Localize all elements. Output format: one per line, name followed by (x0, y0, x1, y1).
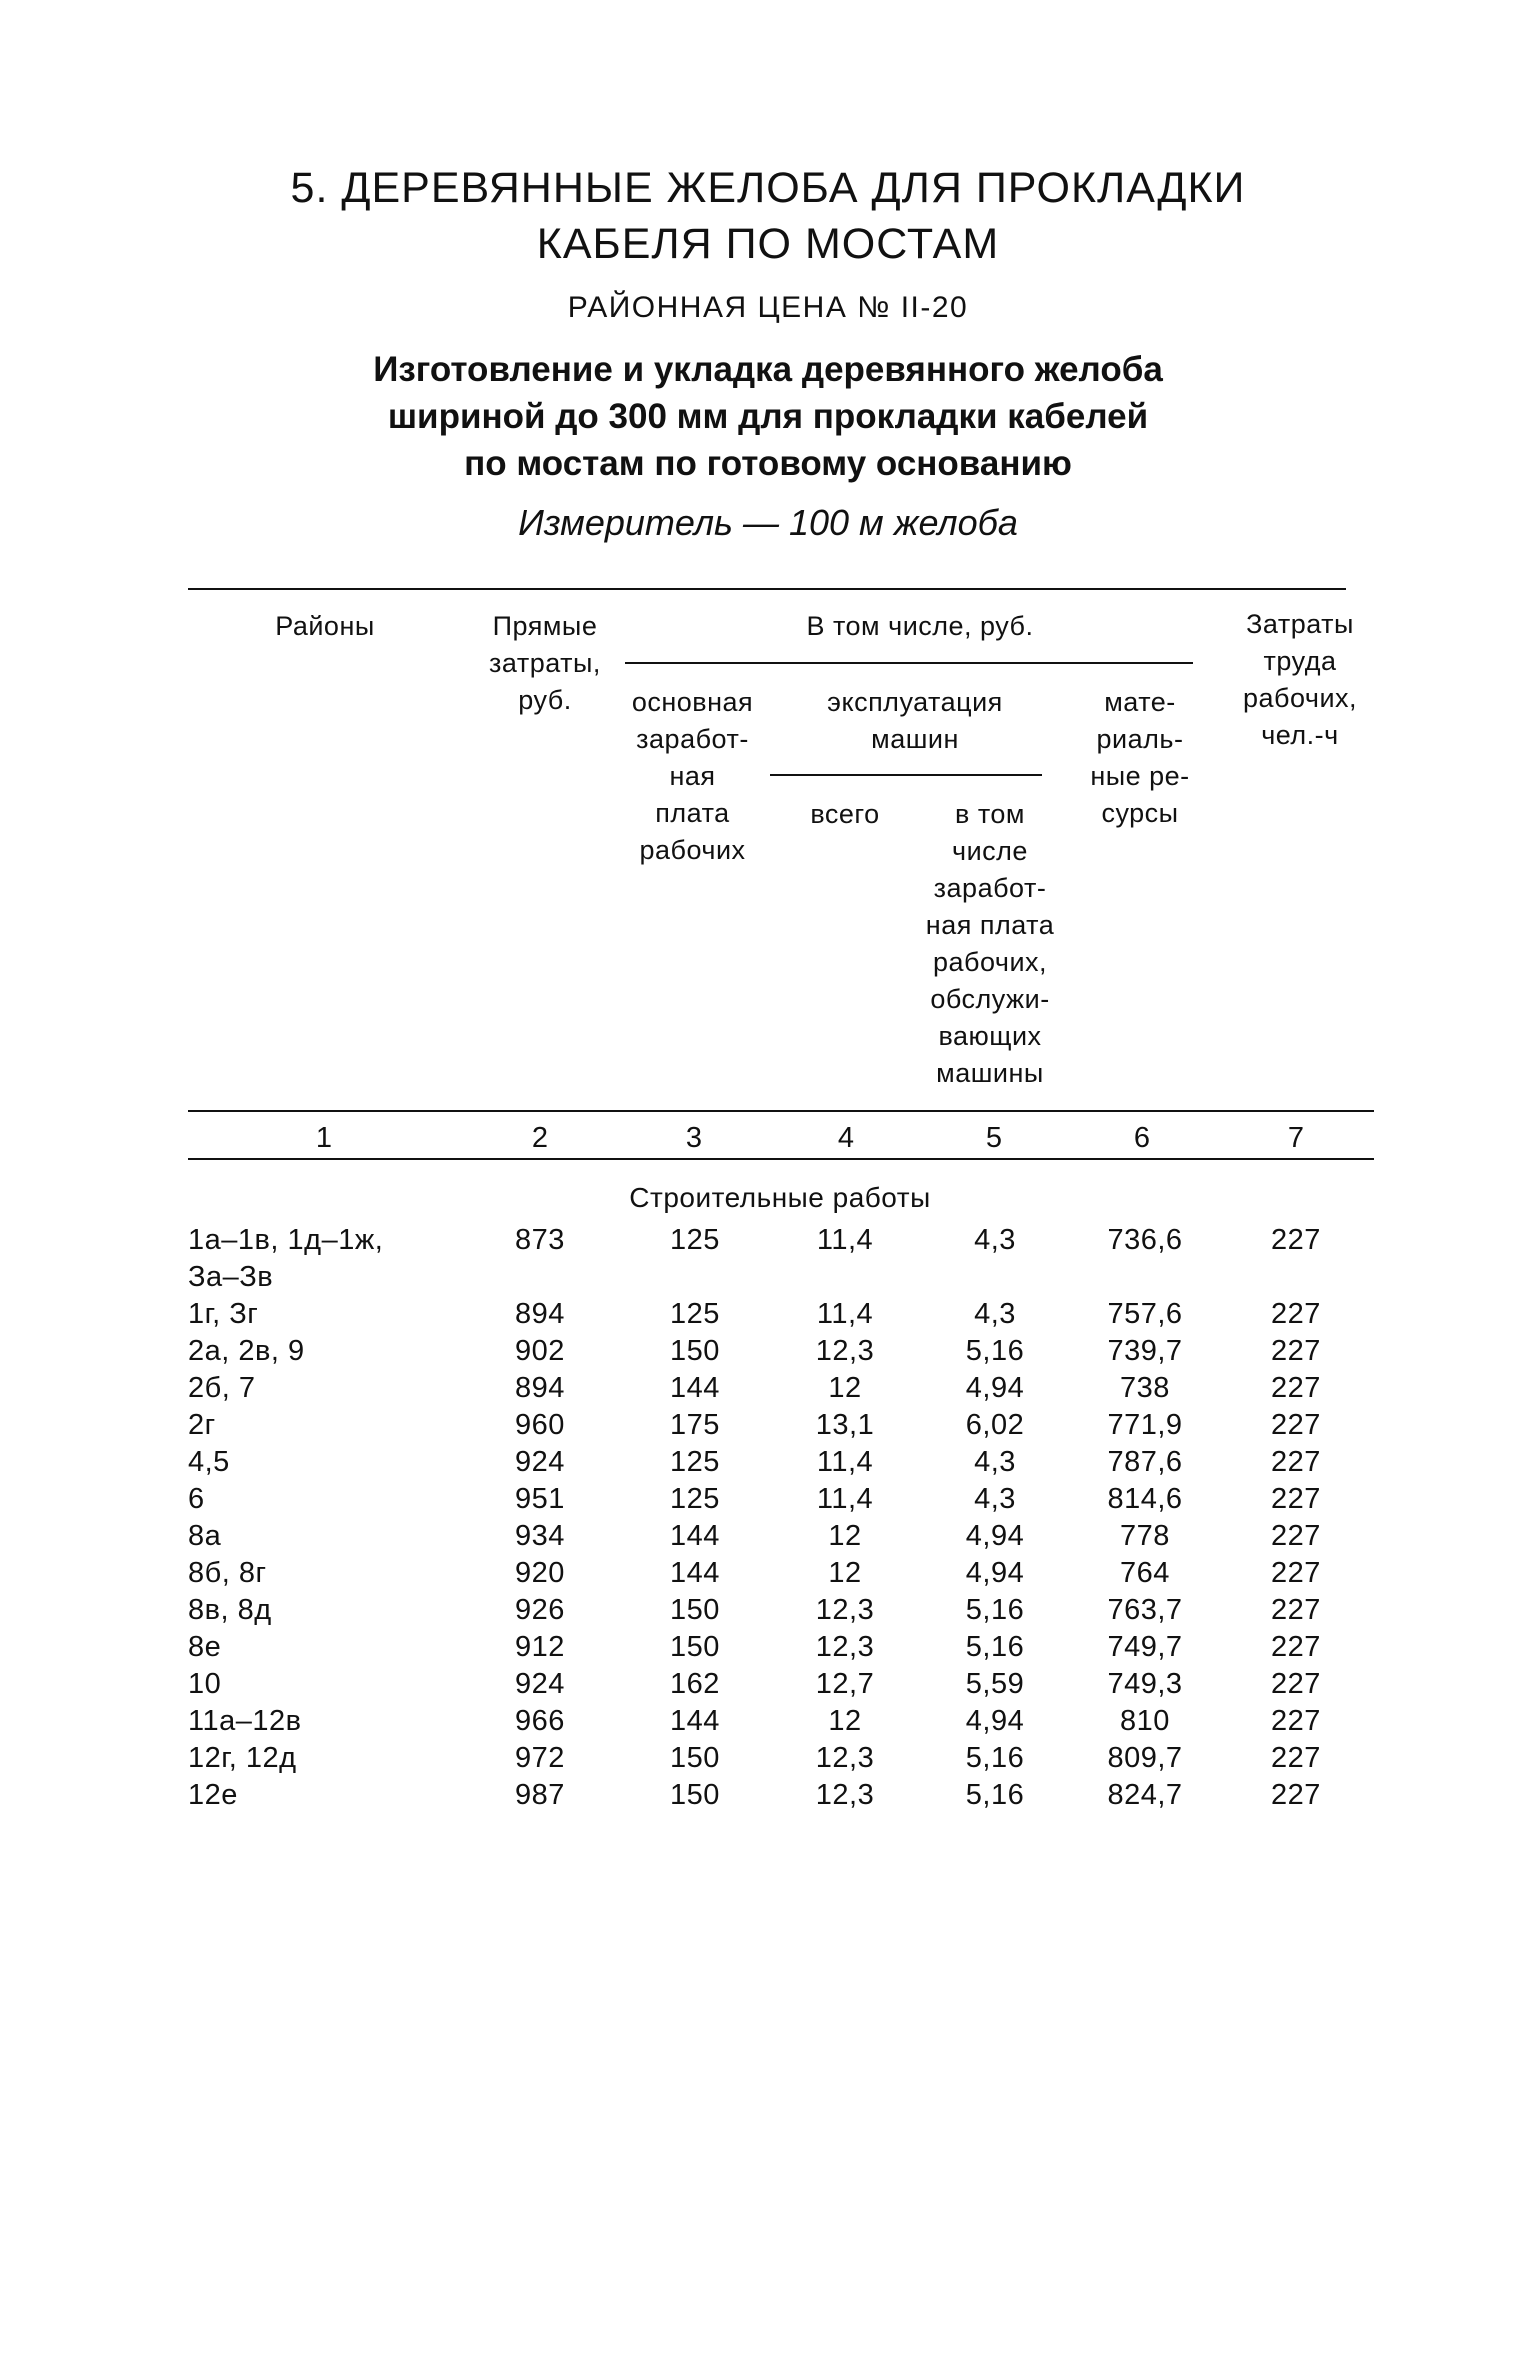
cell-region: 12е (188, 1779, 238, 1811)
cell-mach-wages: 5,16 (965, 1594, 1025, 1626)
cell-wages: 144 (670, 1705, 720, 1737)
cell-mach-total: 12,3 (815, 1335, 875, 1367)
table-row (0, 1555, 1536, 1592)
title-line-1: 5. ДЕРЕВЯННЫЕ ЖЕЛОБА ДЛЯ ПРОКЛАДКИ (290, 164, 1246, 212)
cell-direct: 966 (515, 1705, 565, 1737)
cell-direct: 987 (515, 1779, 565, 1811)
cell-direct: 920 (515, 1557, 565, 1589)
header-wages: основная заработ- ная плата рабочих (631, 687, 754, 865)
cell-wages: 125 (670, 1298, 720, 1330)
cell-labor: 227 (1271, 1409, 1321, 1441)
cell-materials: 763,7 (1107, 1594, 1183, 1626)
cell-wages: 125 (670, 1224, 720, 1256)
cell-materials: 739,7 (1107, 1335, 1183, 1367)
table-row (0, 1222, 1536, 1293)
cell-mach-total: 11,4 (816, 1224, 874, 1256)
cell-wages: 150 (670, 1335, 720, 1367)
header-direct-costs: Прямые затраты, руб. (489, 611, 601, 715)
cell-direct: 960 (515, 1409, 565, 1441)
cell-region: 1а–1в, 1д–1ж, За–Зв (188, 1224, 384, 1293)
cell-wages: 175 (670, 1409, 720, 1441)
cell-region: 11а–12в (188, 1705, 302, 1737)
header-including: В том числе, руб. (806, 611, 1034, 641)
cell-materials: 738 (1120, 1372, 1170, 1404)
column-number-2: 2 (531, 1122, 549, 1154)
cell-direct: 951 (515, 1483, 565, 1515)
cell-mach-wages: 4,94 (965, 1372, 1025, 1404)
column-numbers-rule (188, 1158, 1374, 1160)
table-row (0, 1444, 1536, 1481)
cell-wages: 125 (670, 1483, 720, 1515)
column-number-1: 1 (315, 1122, 333, 1154)
cell-wages: 144 (670, 1372, 720, 1404)
cell-region: 1г, Зг (188, 1298, 259, 1330)
table-row (0, 1518, 1536, 1555)
cell-mach-total: 12,3 (815, 1779, 875, 1811)
cell-wages: 150 (670, 1742, 720, 1774)
header-rule-machines (770, 774, 1042, 776)
cell-materials: 749,3 (1107, 1668, 1183, 1700)
cell-region: 2а, 2в, 9 (188, 1335, 305, 1367)
description-line-3: по мостам по готовому основанию (464, 444, 1072, 483)
cell-direct: 902 (515, 1335, 565, 1367)
cell-mach-wages: 4,94 (965, 1705, 1025, 1737)
cell-wages: 150 (670, 1779, 720, 1811)
cell-labor: 227 (1271, 1335, 1321, 1367)
cell-mach-wages: 4,3 (974, 1483, 1016, 1515)
cell-labor: 227 (1271, 1631, 1321, 1663)
cell-materials: 736,6 (1107, 1224, 1183, 1256)
header-rule-including (625, 662, 1193, 664)
table-row (0, 1703, 1536, 1740)
cell-labor: 227 (1271, 1705, 1321, 1737)
cell-labor: 227 (1271, 1668, 1321, 1700)
price-label: РАЙОННАЯ ЦЕНА № II-20 (567, 291, 969, 324)
cell-labor: 227 (1271, 1224, 1321, 1256)
cell-region: 8б, 8г (188, 1557, 267, 1589)
cell-region: 12г, 12д (188, 1742, 297, 1774)
table-row (0, 1407, 1536, 1444)
cell-mach-total: 12,7 (815, 1668, 875, 1700)
table-row (0, 1481, 1536, 1518)
description-line-2: шириной до 300 мм для прокладки кабелей (387, 397, 1149, 436)
cell-direct: 924 (515, 1446, 565, 1478)
cell-region: 6 (188, 1483, 205, 1515)
header-labor: Затраты труда рабочих, чел.-ч (1242, 609, 1358, 750)
cell-mach-wages: 5,16 (965, 1631, 1025, 1663)
cell-mach-wages: 4,3 (974, 1446, 1016, 1478)
table-row (0, 1666, 1536, 1703)
cell-region: 2г (188, 1409, 216, 1441)
column-number-7: 7 (1287, 1122, 1305, 1154)
cell-mach-wages: 4,3 (974, 1298, 1016, 1330)
cell-materials: 810 (1120, 1705, 1170, 1737)
cell-mach-wages: 4,94 (965, 1520, 1025, 1552)
table-row (0, 1333, 1536, 1370)
cell-materials: 771,9 (1107, 1409, 1183, 1441)
cell-materials: 809,7 (1107, 1742, 1183, 1774)
cell-materials: 757,6 (1107, 1298, 1183, 1330)
cell-mach-total: 13,1 (815, 1409, 875, 1441)
cell-labor: 227 (1271, 1520, 1321, 1552)
cell-direct: 972 (515, 1742, 565, 1774)
cell-materials: 764 (1120, 1557, 1170, 1589)
cell-labor: 227 (1271, 1742, 1321, 1774)
cell-mach-total: 12,3 (815, 1631, 875, 1663)
cell-region: 8в, 8д (188, 1594, 272, 1626)
column-number-3: 3 (685, 1122, 703, 1154)
table-row (0, 1370, 1536, 1407)
cell-mach-total: 12 (828, 1705, 862, 1737)
header-materials: мате- риаль- ные ре- сурсы (1090, 687, 1190, 828)
cell-mach-wages: 4,3 (974, 1224, 1016, 1256)
cell-labor: 227 (1271, 1779, 1321, 1811)
table-row (0, 1629, 1536, 1666)
cell-mach-wages: 5,16 (965, 1742, 1025, 1774)
cell-direct: 924 (515, 1668, 565, 1700)
cell-mach-total: 11,4 (816, 1483, 874, 1515)
column-number-4: 4 (837, 1122, 855, 1154)
cell-wages: 150 (670, 1631, 720, 1663)
cell-direct: 894 (515, 1372, 565, 1404)
header-bottom-rule (188, 1110, 1374, 1112)
cell-mach-wages: 4,94 (965, 1557, 1025, 1589)
table-row (0, 1777, 1536, 1814)
cell-labor: 227 (1271, 1446, 1321, 1478)
cell-mach-total: 11,4 (816, 1298, 874, 1330)
cell-wages: 162 (670, 1668, 720, 1700)
table-row (0, 1592, 1536, 1629)
header-machines: эксплуатация машин (827, 687, 1003, 754)
cell-region: 2б, 7 (188, 1372, 256, 1404)
cell-direct: 894 (515, 1298, 565, 1330)
cell-region: 4,5 (188, 1446, 230, 1478)
cell-labor: 227 (1271, 1557, 1321, 1589)
cell-materials: 778 (1120, 1520, 1170, 1552)
cell-labor: 227 (1271, 1483, 1321, 1515)
table-top-rule (188, 588, 1346, 590)
header-machines-total: всего (810, 799, 880, 829)
cell-mach-wages: 5,16 (965, 1779, 1025, 1811)
column-number-5: 5 (985, 1122, 1003, 1154)
section-title: Строительные работы (629, 1182, 931, 1213)
cell-direct: 873 (515, 1224, 565, 1256)
cell-mach-wages: 5,16 (965, 1335, 1025, 1367)
cell-wages: 144 (670, 1520, 720, 1552)
description-line-1: Изготовление и укладка деревянного желоба (373, 350, 1163, 389)
cell-labor: 227 (1271, 1594, 1321, 1626)
cell-direct: 934 (515, 1520, 565, 1552)
cell-labor: 227 (1271, 1298, 1321, 1330)
cell-mach-total: 11,4 (816, 1446, 874, 1478)
cell-mach-total: 12 (828, 1520, 862, 1552)
table-row (0, 1740, 1536, 1777)
cell-direct: 926 (515, 1594, 565, 1626)
cell-wages: 144 (670, 1557, 720, 1589)
cell-mach-total: 12 (828, 1372, 862, 1404)
cell-labor: 227 (1271, 1372, 1321, 1404)
meter-label: Измеритель — 100 м желоба (518, 502, 1018, 543)
cell-region: 8е (188, 1631, 222, 1663)
cell-materials: 749,7 (1107, 1631, 1183, 1663)
description (0, 346, 1536, 487)
cell-materials: 787,6 (1107, 1446, 1183, 1478)
header-machines-wages: в том числе заработ- ная плата рабочих, обслужи- вающих машины (925, 799, 1055, 1088)
cell-mach-total: 12 (828, 1557, 862, 1589)
header-regions: Районы (275, 611, 375, 641)
cell-wages: 125 (670, 1446, 720, 1478)
cell-materials: 814,6 (1107, 1483, 1183, 1515)
cell-direct: 912 (515, 1631, 565, 1663)
title-line-2: КАБЕЛЯ ПО МОСТАМ (536, 220, 1000, 268)
cell-region: 10 (188, 1668, 222, 1700)
table-row (0, 1296, 1536, 1333)
page-title (0, 160, 1536, 272)
cell-wages: 150 (670, 1594, 720, 1626)
cell-region: 8а (188, 1520, 222, 1552)
cell-mach-wages: 6,02 (965, 1409, 1025, 1441)
cell-mach-total: 12,3 (815, 1594, 875, 1626)
cell-materials: 824,7 (1107, 1779, 1183, 1811)
cell-mach-wages: 5,59 (965, 1668, 1025, 1700)
cell-mach-total: 12,3 (815, 1742, 875, 1774)
column-number-6: 6 (1133, 1122, 1151, 1154)
